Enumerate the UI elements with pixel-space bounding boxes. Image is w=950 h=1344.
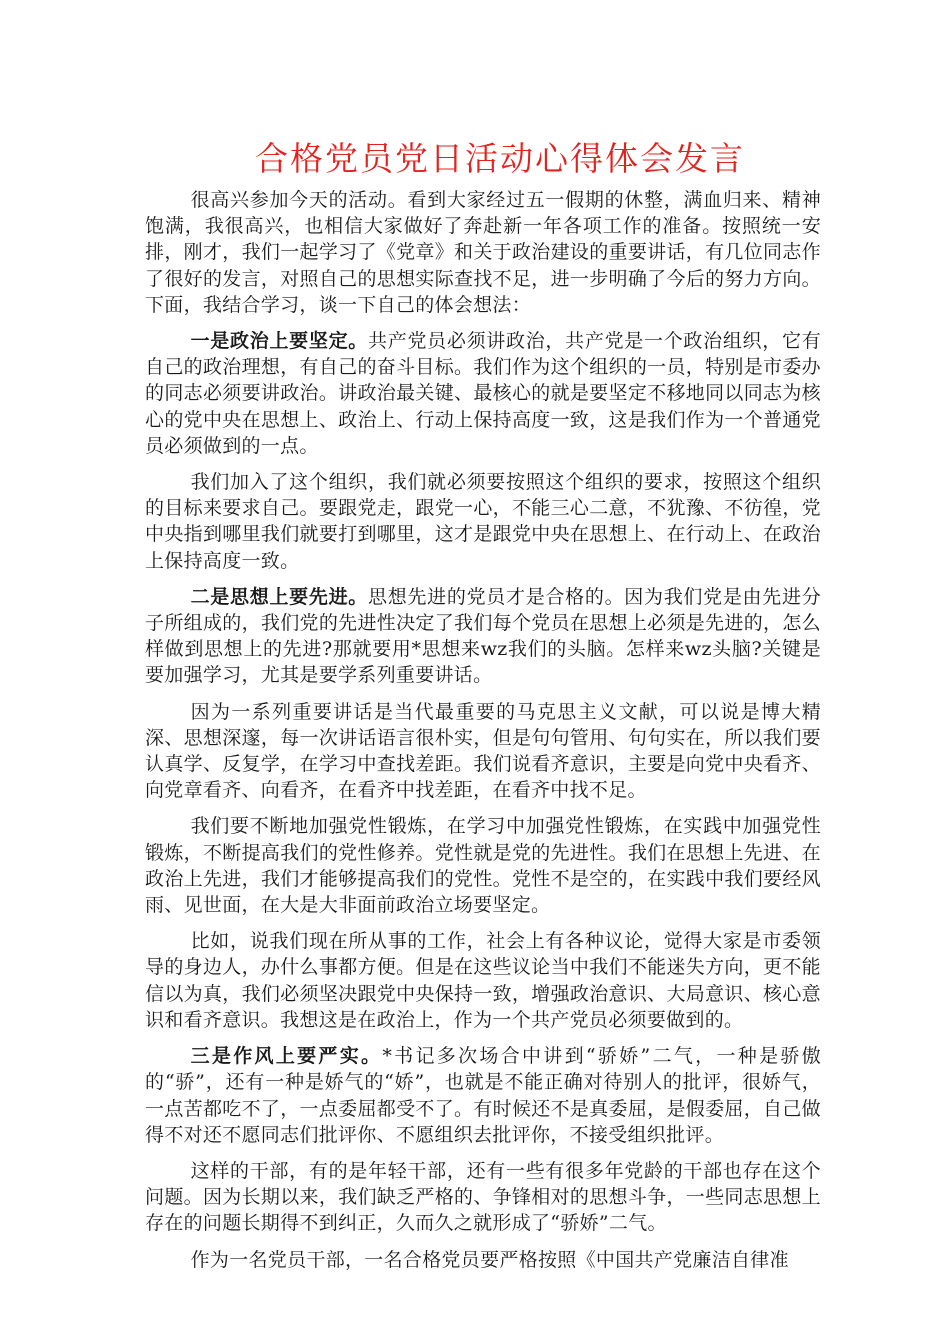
paragraph: 比如，说我们现在所从事的工作，社会上有各种议论，觉得大家是市委领导的身边人，办什么事都方便。但是在这些议论当中我们不能迷失方向，更不能信以为真，我们必须坚决跟党中央保持一致，增强政治意识、大局意识、核心意识和看齐意识。我想这是在政治上，作为一个共产党员必须要做到的。 — [145, 930, 821, 1031]
document-body — [145, 187, 821, 1283]
paragraph-intro: 很高兴参加今天的活动。看到大家经过五一假期的休整，满血归来、精神饱满，我很高兴，也相信大家做好了奔赴新一年各项工作的准备。按照统一安排，刚才，我们一起学习了《党章》和关于政治建设的重要讲话，有几位同志作了很好的发言，对照自己的思想实际查找不足，进一步明确了今后的努力方向。下面，我结合学习，谈一下自己的体会想法： — [145, 189, 821, 316]
document-title: 合格党员党日活动心得体会发言 — [255, 139, 745, 178]
paragraph-ideological: 二是思想上要先进。思想先进的党员才是合格的。因为我们党是由先进分子所组成的，我们党的先进性决定了我们每个党员在思想上必须是先进的，怎么样做到思想上的先进?那就要用*思想来wz我们的头脑。怎样来wz头脑?关键是要加强学习，尤其是要学系列重要讲话。 — [145, 585, 821, 687]
paragraph: 我们要不断地加强党性锻炼，在学习中加强党性锻炼，在实践中加强党性锻炼，不断提高我们的党性修养。党性就是党的先进性。我们在思想上先进、在政治上先进，我们才能够提高我们的党性。党性不是空的，在实践中我们要经风雨、见世面，在大是大非面前政治立场要坚定。 — [145, 815, 821, 917]
point-heading: 三是作风上要严实。 — [190, 1045, 383, 1068]
paragraph: 我们加入了这个组织，我们就必须要按照这个组织的要求，按照这个组织的目标来要求自己。要跟党走，跟党一心，不能三心二意，不犹豫、不彷徨，党中央指到哪里我们就要打到哪里，这才是跟党中央在思想上、在行动上、在政治上保持高度一致。 — [145, 471, 821, 572]
paragraph-final: 作为一名党员干部，一名合格党员要严格按照《中国共产党廉洁自律准 — [190, 1248, 789, 1271]
paragraph-political: 一是政治上要坚定。共产党员必须讲政治，共产党是一个政治组织，它有自己的政治理想，有自己的奋斗目标。我们作为这个组织的一员，特别是市委办的同志必须要讲政治。讲政治最关键、最核心的就是要坚定不移地同以同志为核心的党中央在思想上、政治上、行动上保持高度一致，这是我们作为一个普通党员必须做到的一点。 — [145, 330, 821, 457]
paragraph-style: 三是作风上要严实。*书记多次场合中讲到“骄娇”二气，一种是骄傲的“骄”，还有一种是娇气的“娇”，也就是不能正确对待别人的批评，很娇气，一点苦都吃不了，一点委屈都受不了。有时候还不是真委屈，是假委屈，自己做得不对还不愿同志们批评你、不愿组织去批评你，不接受组织批评。 — [145, 1045, 822, 1146]
paragraph: 这样的干部，有的是年轻干部，还有一些有很多年党龄的干部也存在这个问题。因为长期以来，我们缺乏严格的、争锋相对的思想斗争，一些同志思想上存在的问题长期得不到纠正，久而久之就形成了“骄娇”二气。 — [145, 1159, 821, 1235]
paragraph: 因为一系列重要讲话是当代最重要的马克思主义文献，可以说是博大精深、思想深邃，每一次讲话语言很朴实，但是句句管用、句句实在，所以我们要认真学、反复学，在学习中查找差距。我们说看齐意识，主要是向党中央看齐、向党章看齐、向看齐，在看齐中找差距，在看齐中找不足。 — [145, 700, 821, 802]
point-heading: 二是思想上要先进。 — [190, 585, 369, 608]
point-heading: 一是政治上要坚定。 — [190, 330, 369, 353]
